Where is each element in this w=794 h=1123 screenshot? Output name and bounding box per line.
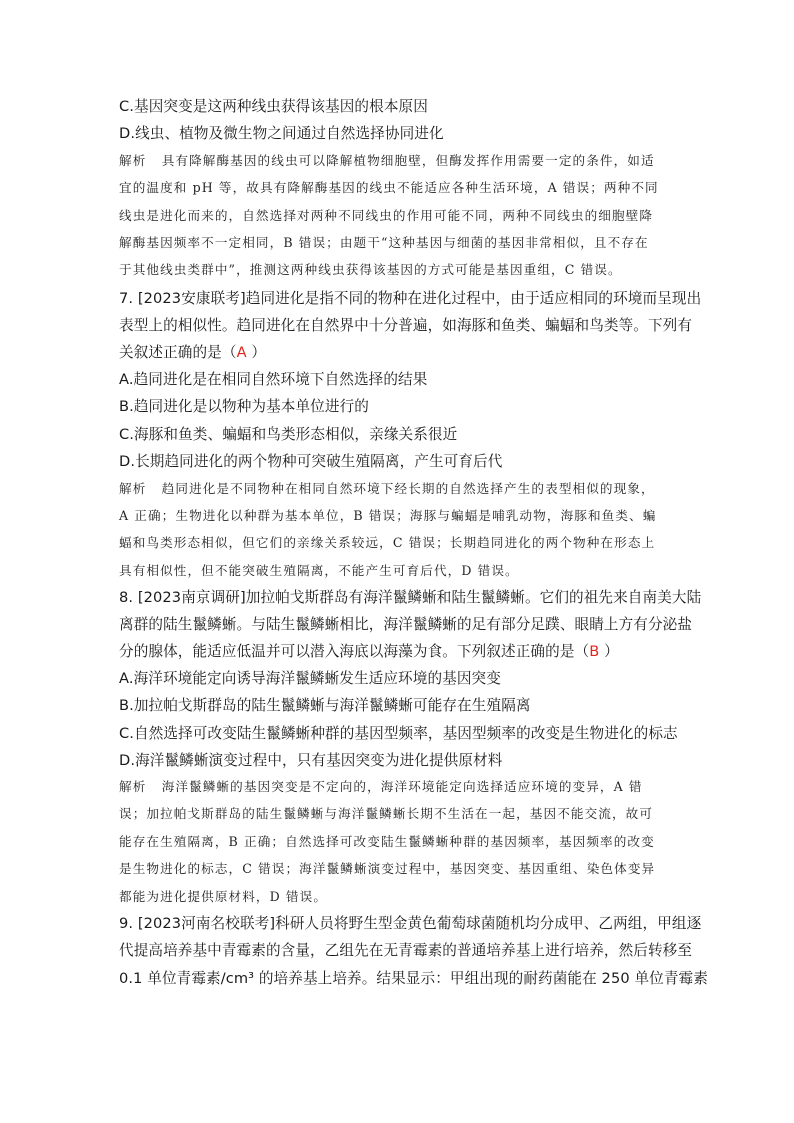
option-d-q7: D.长期趋同进化的两个物种可突破生殖隔离，产生可育后代 [119,453,503,470]
stem-text: 分的腺体，能适应低温并可以潜入海底以海藻为食。下列叙述正确的是（ [119,643,590,660]
analysis-label: 解析 [119,779,147,794]
question-9-line1: 9. [2023河南名校联考]科研人员将野生型金黄色葡萄球菌随机均分成甲、乙两组，甲组逐 [119,915,702,932]
analysis-text: 趋同进化是不同物种在相同自然环境下经长期的自然选择产生的表型相似的现象， [161,481,655,496]
option-d-q8: D.海洋鬣鳞蜥演变过程中，只有基因突变为进化提供原材料 [119,752,503,769]
analysis-q6-line2: 宜的温度和 pH 等，故具有降解酶基因的线虫不能适应各种生活环境，A 错误；两种不同 [119,180,659,195]
analysis-q8-line5: 都能为进化提供原材料，D 错误。 [119,889,328,904]
analysis-q8-line4: 是生物进化的标志，C 错误；海洋鬣鳞蜥演变过程中，基因突变、基因重组、染色体变异 [119,861,656,876]
analysis-q6-line1 [119,150,655,169]
analysis-q6-line4: 解酶基因频率不一定相同，B 错误；由题干“这种基因与细菌的基因非常相似，且不存在 [119,235,649,250]
option-c-q7: C.海豚和鱼类、蝙蝠和鸟类形态相似，亲缘关系很近 [119,426,458,443]
answer-mark-q8: B [589,643,600,660]
option-b-q7: B.趋同进化是以物种为基本单位进行的 [119,398,369,415]
paren-close: ） [246,344,267,361]
question-9-line3: 0.1 单位青霉素/cm³ 的培养基上培养。结果显示：甲组出现的耐药菌能在 250 单位青霉素 [119,970,708,987]
analysis-q8-line1 [119,776,643,795]
option-c-q8: C.自然选择可改变陆生鬣鳞蜥种群的基因型频率，基因型频率的改变是生物进化的标志 [119,725,678,742]
question-9-line2: 代提高培养基中青霉素的含量，乙组先在无青霉素的普通培养基上进行培养，然后转移至 [119,942,693,959]
option-a-q8: A.海洋环境能定向诱导海洋鬣鳞蜥发生适应环境的基因突变 [119,670,501,687]
analysis-q6-line5: 于其他线虫类群中”，推测这两种线虫获得该基因的方式可能是基因重组，C 错误。 [119,262,622,277]
option-c-q6: C.基因突变是这两种线虫获得该基因的根本原因 [119,98,428,115]
paren-close: ） [599,643,619,660]
analysis-q7-line1 [119,478,655,497]
question-8-line3 [119,640,619,661]
option-b-q8: B.加拉帕戈斯群岛的陆生鬣鳞蜥与海洋鬣鳞蜥可能存在生殖隔离 [119,697,531,714]
analysis-label: 解析 [119,153,147,168]
analysis-text: 海洋鬣鳞蜥的基因突变是不定向的，海洋环境能定向选择适应环境的变异，A 错 [161,779,643,794]
question-7-line3 [119,341,266,362]
option-d-q6: D.线虫、植物及微生物之间通过自然选择协同进化 [119,125,444,142]
question-8-line1: 8. [2023南京调研]加拉帕戈斯群岛有海洋鬣鳞蜥和陆生鬣鳞蜥。它们的祖先来自南美大陆 [119,589,702,606]
analysis-q7-line4: 具有相似性，但不能突破生殖隔离，不能产生可育后代，D 错误。 [119,563,519,578]
analysis-q8-line3: 能存在生殖隔离，B 正确；自然选择可改变陆生鬣鳞蜥种群的基因频率，基因频率的改变 [119,834,655,849]
analysis-q7-line2: A 正确；生物进化以种群为基本单位，B 错误；海豚与蝙蝠是哺乳动物，海豚和鱼类、蝙 [119,508,657,523]
option-a-q7: A.趋同进化是在相同自然环境下自然选择的结果 [119,371,428,388]
question-7-line2: 表型上的相似性。趋同进化在自然界中十分普遍，如海豚和鱼类、蝙蝠和鸟类等。下列有 [119,317,693,334]
analysis-text: 具有降解酶基因的线虫可以降解植物细胞壁，但酶发挥作用需要一定的条件，如适 [161,153,655,168]
stem-text: 关叙述正确的是（ [119,344,237,361]
analysis-q8-line2: 误；加拉帕戈斯群岛的陆生鬣鳞蜥与海洋鬣鳞蜥长期不生活在一起，基因不能交流，故可 [119,806,654,821]
question-8-line2: 离群的陆生鬣鳞蜥。与陆生鬣鳞蜥相比，海洋鬣鳞蜥的足有部分足蹼、眼睛上方有分泌盐 [119,616,693,633]
analysis-q6-line3: 线虫是进化而来的，自然选择对两种不同线虫的作用可能不同，两种不同线虫的细胞壁降 [119,208,654,223]
analysis-q7-line3: 蝠和鸟类形态相似，但它们的亲缘关系较远，C 错误；长期趋同进化的两个物种在形态上 [119,535,656,550]
analysis-label: 解析 [119,481,147,496]
answer-mark-q7: A [236,344,247,361]
question-7-line1: 7. [2023安康联考]趋同进化是指不同的物种在进化过程中，由于适应相同的环境而呈现出 [119,290,702,307]
